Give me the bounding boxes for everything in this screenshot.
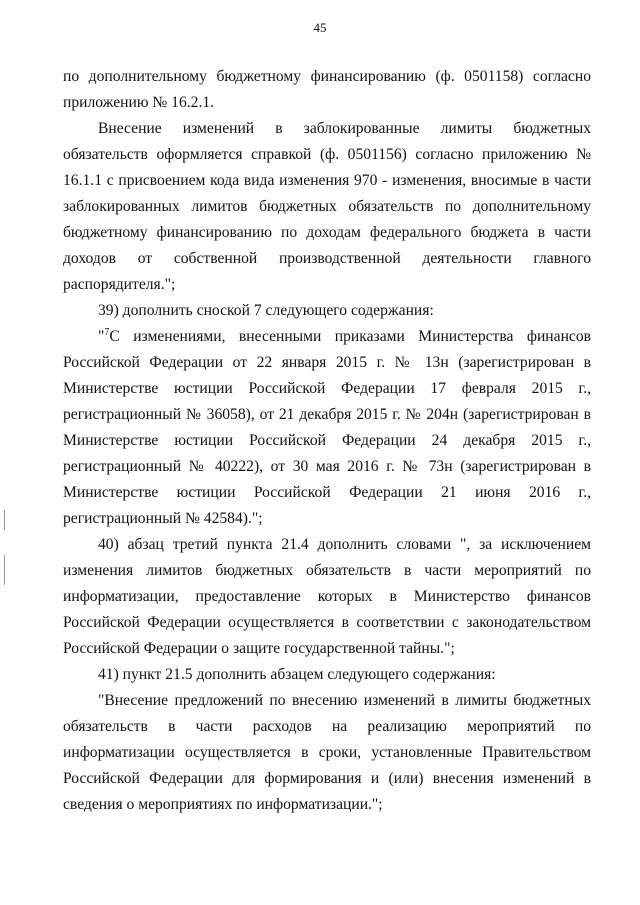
footnote-text: С изменениями, внесенными приказами Министерства финансов Российской Федерации от 22 января 2015 г. № 13н (зарегистрирован в Министерстве юстиции Российской Федерации 17 февраля 2015 г., регистрационный № 36058), от 21 декабря 2015 г. № 204н (зарегистрирован в Министерстве юстиции Российской Федерации 24 декабря 2015 г., регистрационный № 40222), от 30 мая 2016 г. № 73н (зарегистрирован в Министерстве юстиции Российской Федерации 21 июня 2016 г., регистрационный № 42584)."; (63, 328, 591, 527)
paragraph-item-41: 41) пункт 21.5 дополнить абзацем следующего содержания: (98, 666, 496, 683)
footnote-marker: 7 (104, 326, 110, 338)
paragraph-informatization: "Внесение предложений по внесению изменений в лимиты бюджетных обязательств в части расходов на реализацию мероприятий по информатизации осуществляется в сроки, установленные Правительством Российской Федерации для формирования и (или) внесения изменений в сведения о мероприятиях по информатизации."; (63, 692, 591, 813)
document-body (63, 64, 591, 818)
paragraph-continuation: по дополнительному бюджетному финансированию (ф. 0501158) согласно приложению № 16.2.1. (63, 68, 591, 111)
footnote-open-quote: " (98, 328, 105, 345)
paragraph-blocked-limits: Внесение изменений в заблокированные лимиты бюджетных обязательств оформляется справкой (ф. 0501156) согласно приложению № 16.1.1 с присвоением кода вида изменения 970 - изменения, вносимые в части заблокированных лимитов бюджетных обязательств по дополнительному бюджетному финансированию по доходам федерального бюджета в части доходов от собственной производственной деятельности главного распорядителя."; (63, 120, 591, 293)
scan-edge-mark (4, 510, 5, 530)
scan-edge-mark (4, 555, 5, 585)
paragraph-footnote-7 (63, 324, 591, 532)
paragraph-item-40: 40) абзац третий пункта 21.4 дополнить словами ", за исключением изменения лимитов бюджетных обязательств в части мероприятий по информатизации, предоставление которых в Министерство финансов Российской Федерации осуществляется в соответствии с законодательством Российской Федерации о защите государственной тайны."; (63, 536, 591, 657)
page-number: 45 (313, 20, 327, 35)
paragraph-item-39: 39) дополнить сноской 7 следующего содержания: (98, 302, 434, 319)
